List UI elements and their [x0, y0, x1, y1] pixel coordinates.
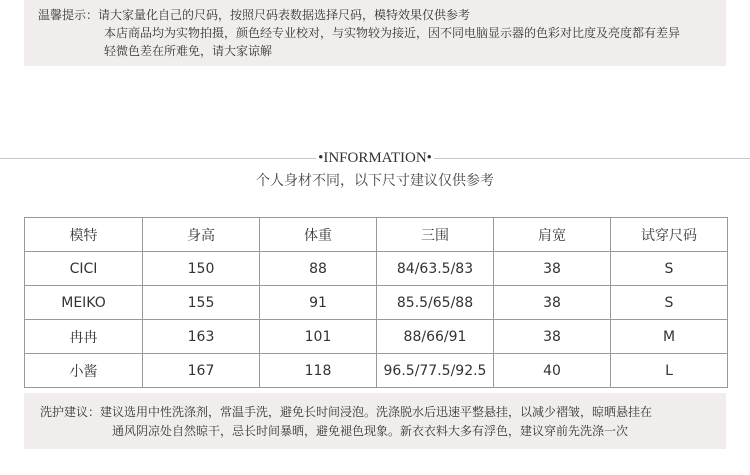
table-header-row [25, 218, 728, 252]
header-size: 试穿尺码 [611, 218, 728, 252]
cell-measurements: 84/63.5/83 [377, 252, 494, 286]
header-height: 身高 [143, 218, 260, 252]
cell-shoulder: 38 [494, 252, 611, 286]
tip-line-3: 轻微色差在所难免，请大家谅解 [104, 44, 273, 58]
cell-height: 155 [143, 286, 260, 320]
cell-weight: 88 [260, 252, 377, 286]
cell-weight: 118 [260, 354, 377, 388]
cell-measurements: 96.5/77.5/92.5 [377, 354, 494, 388]
cell-model: 小酱 [25, 354, 143, 388]
cell-model: MEIKO [25, 286, 143, 320]
tip-label: 温馨提示： [38, 8, 99, 22]
cell-height: 150 [143, 252, 260, 286]
wash-line-1: 建议选用中性洗涤剂，常温手洗，避免长时间浸泡。洗涤脱水后迅速平整悬挂，以减少褶皱，晾晒悬挂在 [100, 405, 653, 419]
cell-weight: 91 [260, 286, 377, 320]
cell-size: M [611, 320, 728, 354]
cell-shoulder: 38 [494, 286, 611, 320]
header-shoulder: 肩宽 [494, 218, 611, 252]
table-row [25, 354, 728, 388]
cell-model: CICI [25, 252, 143, 286]
cell-weight: 101 [260, 320, 377, 354]
info-title-text: •INFORMATION• [318, 150, 432, 166]
tip-line-2: 本店商品均为实物拍摄，颜色经专业校对，与实物较为接近，因不同电脑显示器的色彩对比度及亮度都有差异 [104, 26, 681, 40]
table-row [25, 286, 728, 320]
table-row [25, 320, 728, 354]
cell-size: S [611, 286, 728, 320]
wash-line-2: 通风阴凉处自然晾干，忌长时间暴晒，避免褪色现象。新衣衣料大多有浮色，建议穿前先洗涤一次 [112, 424, 629, 438]
cell-size: S [611, 252, 728, 286]
header-weight: 体重 [260, 218, 377, 252]
cell-shoulder: 38 [494, 320, 611, 354]
wash-label: 洗护建议： [40, 405, 101, 419]
size-table [24, 217, 728, 388]
tip-line-1: 请大家量化自己的尺码，按照尺码表数据选择尺码，模特效果仅供参考 [98, 8, 471, 22]
cell-height: 163 [143, 320, 260, 354]
info-heading [0, 148, 750, 168]
header-measurements: 三围 [377, 218, 494, 252]
header-model: 模特 [25, 218, 143, 252]
cell-size: L [611, 354, 728, 388]
cell-height: 167 [143, 354, 260, 388]
info-subtitle: 个人身材不同，以下尺寸建议仅供参考 [256, 173, 494, 189]
cell-measurements: 85.5/65/88 [377, 286, 494, 320]
cell-measurements: 88/66/91 [377, 320, 494, 354]
table-row [25, 252, 728, 286]
wash-care-box [24, 393, 726, 449]
cell-shoulder: 40 [494, 354, 611, 388]
cell-model: 冉冉 [25, 320, 143, 354]
size-tip-box [24, 0, 726, 66]
